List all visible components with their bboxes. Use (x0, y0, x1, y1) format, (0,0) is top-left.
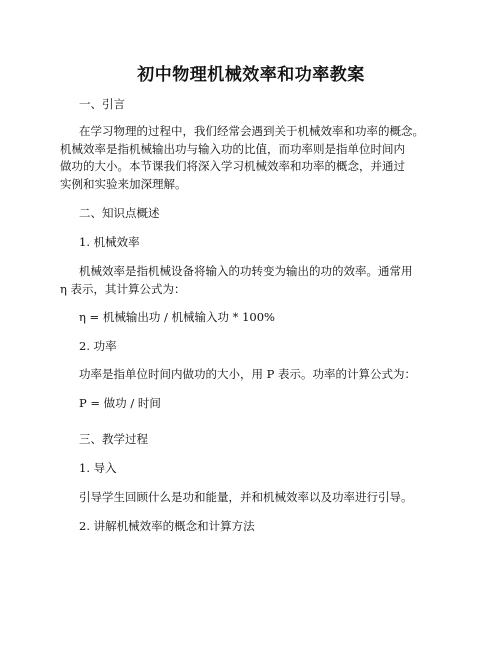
intro-paragraph-line: 在学习物理的过程中，我们经常会遇到关于机械效率和功率的概念。 (79, 124, 424, 138)
subheading-efficiency: 1. 机械效率 (79, 235, 140, 249)
section-heading-process: 三、教学过程 (79, 432, 148, 446)
section-heading-overview: 二、知识点概述 (79, 206, 160, 220)
section-heading-intro: 一、引言 (79, 97, 125, 111)
step1-paragraph-line: 引导学生回顾什么是功和能量，并和机械效率以及功率进行引导。 (79, 490, 413, 504)
subheading-power: 2. 功率 (79, 339, 117, 353)
intro-paragraph-line: 实例和实验来加深理解。 (60, 177, 187, 191)
efficiency-paragraph-line: η 表示，其计算公式为： (60, 282, 186, 296)
intro-paragraph-line: 机械效率是指机械输出功与输入功的比值，而功率则是指单位时间内 (60, 142, 405, 156)
efficiency-formula: η = 机械输出功 / 机械输入功 * 100% (79, 310, 275, 324)
power-formula: P = 做功 / 时间 (79, 396, 161, 410)
document-title: 初中物理机械效率和功率教案 (137, 65, 365, 85)
subheading-intro-step: 1. 导入 (79, 461, 117, 475)
power-paragraph-line: 功率是指单位时间内做功的大小，用 P 表示。功率的计算公式为： (79, 367, 417, 381)
subheading-explain-step: 2. 讲解机械效率的概念和计算方法 (79, 519, 255, 533)
efficiency-paragraph-line: 机械效率是指机械设备将输入的功转变为输出的功的效率。通常用 (79, 264, 413, 278)
intro-paragraph-line: 做功的大小。本节课我们将深入学习机械效率和功率的概念，并通过 (60, 159, 405, 173)
